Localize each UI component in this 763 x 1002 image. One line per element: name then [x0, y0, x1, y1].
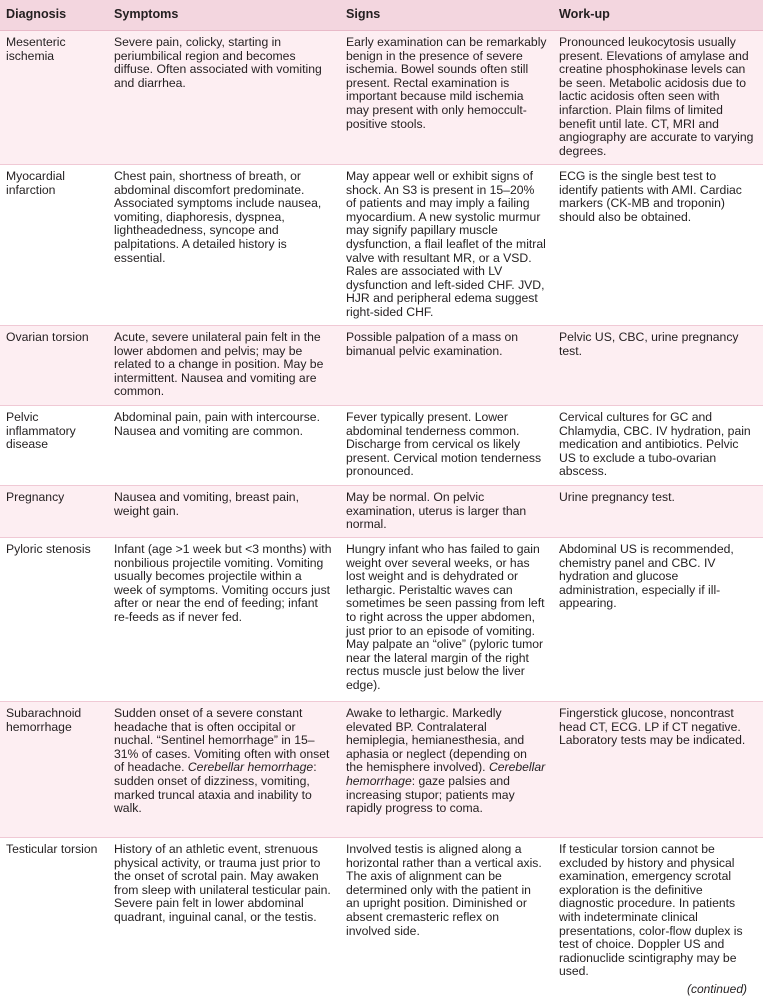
cell-symptoms: Abdominal pain, pain with intercourse. Nausea and vomiting are common. — [106, 406, 338, 486]
header-workup: Work-up — [553, 0, 763, 31]
table-row — [0, 326, 763, 406]
symptoms-label-cerebellar: Cerebellar hemorrhage — [187, 760, 314, 775]
table-row — [0, 538, 763, 702]
cell-diagnosis: Myocardial infarction — [0, 165, 106, 326]
cell-symptoms: Acute, severe unilateral pain felt in the lower abdomen and pelvis; may be related to a change in position. May be intermittent. Nausea and vomiting are common. — [106, 326, 338, 406]
cell-symptoms: Severe pain, colicky, starting in periumbilical region and becomes diffuse. Often associated with vomiting and diarrhea. — [106, 31, 338, 165]
cell-symptoms — [106, 702, 338, 838]
table-row — [0, 31, 763, 165]
table-row — [0, 406, 763, 486]
signs-text-cont: : gaze palsies and increasing stupor; patients may rapidly progress to coma. — [346, 773, 515, 816]
signs-text: Awake to lethargic. Markedly elevated BP. Contralateral hemiplegia, hemianesthesia, and aphasia or neglect (depending on the hemisphere involved). — [346, 706, 527, 775]
cell-workup: If testicular torsion cannot be excluded by history and physical examination, emergency scrotal exploration is the definitive diagnostic procedure. In patients with indeterminate clinical presentations, color-flow duplex is test of choice. Doppler US and radionuclide scintigraphy may be used. — [553, 838, 763, 1002]
table-row — [0, 165, 763, 326]
cell-signs: Early examination can be remarkably benign in the presence of severe ischemia. Bowel sounds often still present. Rectal examination is important because mild ischemia may present with only hemoccult-positive stools. — [338, 31, 553, 165]
header-diagnosis: Diagnosis — [0, 0, 106, 31]
cell-workup: Pelvic US, CBC, urine pregnancy test. — [553, 326, 763, 406]
cell-workup: Fingerstick glucose, noncontrast head CT, ECG. LP if CT negative. Laboratory tests may be indicated. — [553, 702, 763, 838]
cell-signs: Possible palpation of a mass on bimanual pelvic examination. — [338, 326, 553, 406]
symptoms-text-cont: : sudden onset of dizziness, vomiting, marked truncal ataxia and inability to walk. — [114, 760, 317, 816]
cell-symptoms: Infant (age >1 week but <3 months) with nonbilious projectile vomiting. Vomiting usually becomes projectile within a week of symptoms. Vomiting occurs just after or near the end of feeding; infant re-feeds as if never fed. — [106, 538, 338, 702]
cell-workup: Cervical cultures for GC and Chlamydia, CBC. IV hydration, pain medication and antibiotics. Pelvic US to exclude a tubo-ovarian abscess. — [553, 406, 763, 486]
cell-diagnosis: Pyloric stenosis — [0, 538, 106, 702]
symptoms-text: Sudden onset of a severe constant headache that is often occipital or nuchal. “Sentinel hemorrhage” in 15–31% of cases. Vomiting often with onset of headache. — [114, 706, 330, 775]
cell-workup: ECG is the single best test to identify patients with AMI. Cardiac markers (CK-MB and troponin) should also be obtained. — [553, 165, 763, 326]
cell-diagnosis: Testicular torsion — [0, 838, 106, 1002]
cell-workup: Abdominal US is recommended, chemistry panel and CBC. IV hydration and glucose administration, especially if ill-appearing. — [553, 538, 763, 702]
cell-signs: May appear well or exhibit signs of shock. An S3 is present in 15–20% of patients and may imply a failing myocardium. A new systolic murmur may signify papillary muscle dysfunction, a flail leaflet of the mitral valve with resultant MR, or a VSD. Rales are associated with LV dysfunction and left-sided CHF. JVD, HJR and peripheral edema suggest right-sided CHF. — [338, 165, 553, 326]
table-row — [0, 838, 763, 1002]
cell-diagnosis: Subarachnoid hemorrhage — [0, 702, 106, 838]
cell-symptoms: Chest pain, shortness of breath, or abdominal discomfort predominate. Associated symptoms include nausea, vomiting, diaphoresis, dyspnea, lightheadedness, syncope and palpitations. A detailed history is essential. — [106, 165, 338, 326]
cell-workup: Urine pregnancy test. — [553, 486, 763, 538]
cell-diagnosis: Mesenteric ischemia — [0, 31, 106, 165]
cell-workup: Pronounced leukocytosis usually present. Elevations of amylase and creatine phosphokinase levels can be seen. Metabolic acidosis due to lactic acidosis often seen with infarction. Plain films of limited benefit until late. CT, MRI and angiography are accurate to varying degrees. — [553, 31, 763, 165]
table-header-row — [0, 0, 763, 31]
cell-symptoms: History of an athletic event, strenuous physical activity, or trauma just prior to the onset of scrotal pain. May awaken from sleep with unilateral testicular pain. Severe pain felt in lower abdominal quadrant, inguinal canal, or the testis. — [106, 838, 338, 1002]
cell-signs — [338, 702, 553, 838]
cell-diagnosis: Pregnancy — [0, 486, 106, 538]
signs-label-cerebellar: Cerebellar hemorrhage — [346, 760, 546, 788]
cell-signs: Fever typically present. Lower abdominal tenderness common. Discharge from cervical os likely present. Cervical motion tenderness pronounced. — [338, 406, 553, 486]
header-signs: Signs — [338, 0, 553, 31]
table-row — [0, 702, 763, 838]
cell-symptoms: Nausea and vomiting, breast pain, weight gain. — [106, 486, 338, 538]
cell-diagnosis: Pelvic inflammatory disease — [0, 406, 106, 486]
continued-note: (continued) — [686, 982, 747, 996]
header-symptoms: Symptoms — [106, 0, 338, 31]
table-row — [0, 486, 763, 538]
cell-diagnosis: Ovarian torsion — [0, 326, 106, 406]
cell-signs: Hungry infant who has failed to gain weight over several weeks, or has lost weight and is dehydrated or lethargic. Peristaltic waves can sometimes be seen passing from left to right across the upper abdomen, just prior to an episode of vomiting. May palpate an “olive” (pyloric tumor near the lateral margin of the right rectus muscle just below the liver edge). — [338, 538, 553, 702]
cell-signs: May be normal. On pelvic examination, uterus is larger than normal. — [338, 486, 553, 538]
cell-signs: Involved testis is aligned along a horizontal rather than a vertical axis. The axis of alignment can be determined only with the patient in an upright position. Diminished or absent cremasteric reflex on involved side. — [338, 838, 553, 1002]
